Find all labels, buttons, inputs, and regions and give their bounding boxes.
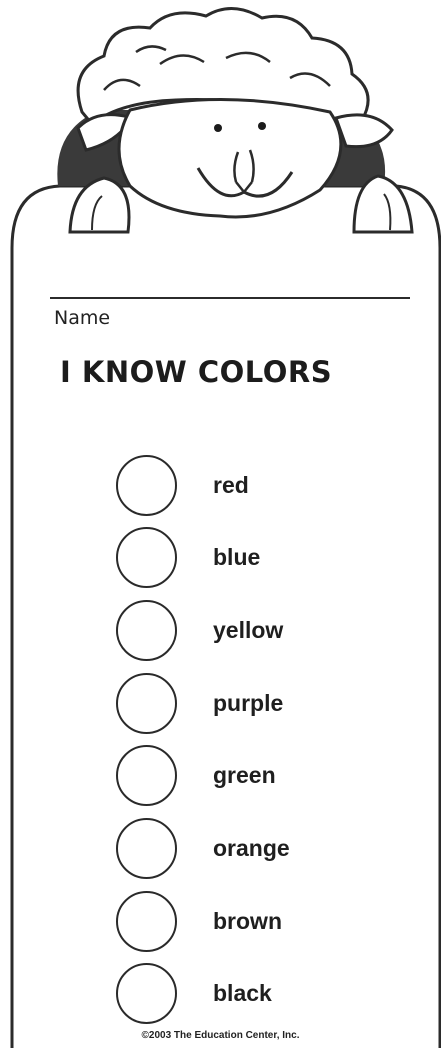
color-label: orange	[213, 835, 290, 861]
color-circle-red[interactable]	[116, 455, 177, 516]
name-label: Name	[54, 307, 111, 329]
list-item	[116, 527, 356, 591]
copyright-notice: ©2003 The Education Center, Inc.	[141, 1030, 300, 1041]
color-circle-yellow[interactable]	[116, 600, 177, 661]
lamb-face-icon	[57, 8, 412, 232]
color-circle-orange[interactable]	[116, 818, 177, 879]
list-item	[116, 818, 356, 882]
color-label: purple	[213, 690, 284, 716]
color-label: brown	[213, 908, 282, 934]
color-label: black	[213, 980, 272, 1006]
page-title: I KNOW COLORS	[60, 355, 333, 389]
color-label: red	[213, 472, 249, 498]
list-item	[116, 745, 356, 809]
color-label: yellow	[213, 617, 284, 643]
color-circle-green[interactable]	[116, 745, 177, 806]
color-circle-black[interactable]	[116, 963, 177, 1024]
color-circle-blue[interactable]	[116, 527, 177, 588]
list-item	[116, 963, 356, 1027]
list-item	[116, 455, 356, 519]
list-item	[116, 673, 356, 737]
color-circle-purple[interactable]	[116, 673, 177, 734]
color-circle-brown[interactable]	[116, 891, 177, 952]
color-label: green	[213, 762, 276, 788]
list-item	[116, 600, 356, 664]
list-item	[116, 891, 356, 955]
color-label: blue	[213, 544, 261, 570]
